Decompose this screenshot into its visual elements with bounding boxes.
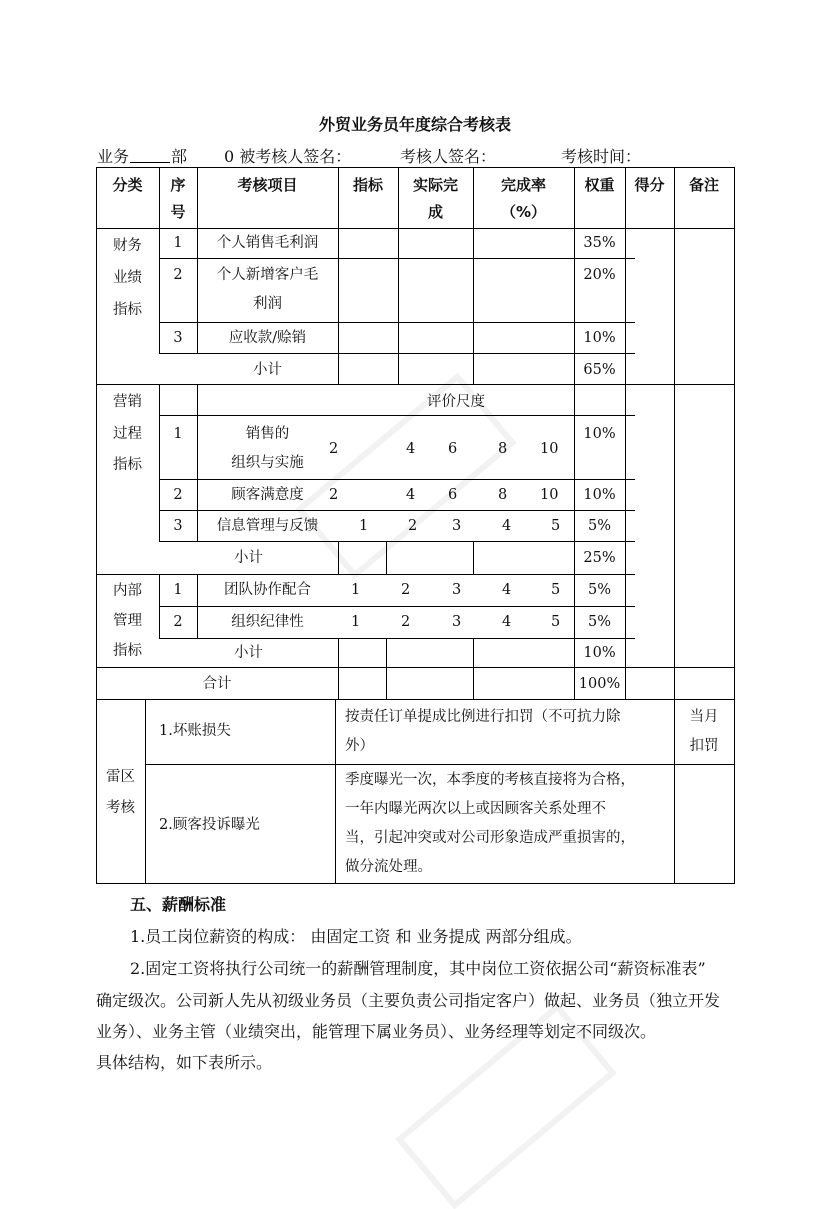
category-internal: 管理 [113,613,142,629]
row-item: 应收款/赊销 [228,330,307,346]
scale-value: 10 [540,487,559,503]
row-item: 个人新增客户毛 [216,267,319,283]
total-weight: 100% [578,676,621,692]
header-rate: 完成率 [500,176,546,194]
row-weight: 5% [587,518,611,534]
category-internal: 指标 [113,643,142,659]
dept-prefix: 业务 [97,147,130,166]
minefield-desc: 季度曝光一次，本季度的考核直接将为合格， [345,772,635,788]
scale-label: 评价尺度 [427,394,485,410]
page-title: 外贸业务员年度综合考核表 [318,115,511,134]
scale-value: 2 [401,614,411,630]
category-sales: 营销 [113,394,142,410]
row-seq: 1 [173,426,183,442]
minefield-item: 2.顾客投诉曝光 [159,817,260,833]
subtotal-label: 小计 [234,645,263,661]
header-actual: 实际完 [412,176,458,194]
minefield-desc: 按责任订单提成比例进行扣罚（不可抗力除 [345,709,621,725]
time-label: 考核时间： [561,147,642,166]
row-item: 组织纪律性 [231,614,304,630]
scale-value: 6 [448,487,458,503]
row-item: 销售的 [245,426,290,442]
scale-value: 1 [359,518,369,534]
paragraph: 业务）、业务主管（业绩突出，能管理下属业务员）、业务经理等划定不同级次。 [96,1022,657,1041]
row-weight: 10% [583,426,616,442]
category-minefield: 雷区 [106,769,135,785]
scale-value: 10 [540,441,559,457]
scale-value: 6 [448,441,458,457]
total-label: 合计 [202,676,232,692]
header-item: 考核项目 [237,176,298,194]
paragraph: 2.固定工资将执行公司统一的薪酬管理制度，其中岗位工资依据公司“薪资标准表” [130,959,706,978]
row-item: 团队协作配合 [224,582,311,598]
header-indicator: 指标 [352,176,383,194]
minefield-desc: 当，引起冲突或对公司形象造成严重损害的， [345,830,635,846]
category-finance: 财务 [113,238,142,254]
header-seq: 号 [170,203,186,221]
scale-value: 2 [329,487,339,503]
scale-value: 4 [502,582,512,598]
header-weight: 权重 [584,176,615,194]
header-seq: 序 [170,176,186,194]
scale-value: 2 [401,582,411,598]
header-actual: 成 [427,203,443,221]
minefield-item: 1.坏账损失 [159,723,231,739]
examiner-label: 考核人签名： [400,147,497,166]
scale-value: 4 [406,487,416,503]
section-heading: 五、薪酬标准 [130,895,227,914]
scale-value: 8 [498,441,508,457]
row-seq: 2 [173,267,183,283]
scale-value: 4 [406,441,416,457]
dept-blank-line [130,162,170,163]
row-weight: 10% [583,330,616,346]
paragraph: 1.员工岗位薪资的构成： 由固定工资 和 业务提成 两部分组成。 [130,927,582,946]
row-weight: 5% [587,582,611,598]
minefield-desc: 做分流处理。 [345,859,432,875]
subtotal-weight: 10% [583,645,616,661]
scale-value: 1 [351,582,361,598]
scale-value: 8 [498,487,508,503]
minefield-desc: 一年内曝光两次以上或因顾客关系处理不 [345,801,606,817]
category-finance: 指标 [113,302,142,318]
header-rate: （%） [500,203,547,221]
row-seq: 3 [173,330,183,346]
row-seq: 2 [173,614,183,630]
scale-value: 2 [408,518,418,534]
subtotal-weight: 65% [583,362,616,378]
scale-value: 5 [551,582,561,598]
row-weight: 35% [583,235,616,251]
minefield-remark: 扣罚 [689,738,719,754]
category-sales: 过程 [113,426,142,442]
row-seq: 3 [173,518,183,534]
category-sales: 指标 [113,457,142,473]
minefield-desc: 外） [345,738,374,754]
header-remark: 备注 [688,176,719,194]
row-weight: 10% [583,487,616,503]
scale-value: 3 [452,518,462,534]
row-weight: 5% [587,614,611,630]
scale-value: 1 [351,614,361,630]
dept-suffix: 部 [171,147,188,166]
header-category: 分类 [112,176,143,194]
scale-value: 3 [452,614,462,630]
row-seq: 1 [173,235,183,251]
row-item: 组织与实施 [231,455,304,471]
subtotal-weight: 25% [583,550,616,566]
scale-value: 5 [551,614,561,630]
subtotal-label: 小计 [234,550,263,566]
examinee-label: 0 被考核人签名： [224,147,352,166]
category-minefield: 考核 [106,800,135,816]
paragraph: 具体结构，如下表所示。 [96,1053,273,1072]
paragraph: 确定级次。公司新人先从初级业务员（主要负责公司指定客户）做起、业务员（独立开发 [96,991,721,1010]
scale-value: 4 [502,614,512,630]
category-internal: 内部 [113,583,142,599]
header-score: 得分 [634,176,665,194]
row-weight: 20% [583,267,616,283]
minefield-remark: 当月 [689,709,719,725]
row-item: 顾客满意度 [231,487,304,503]
scale-value: 3 [452,582,462,598]
scale-value: 2 [329,441,339,457]
row-seq: 1 [173,582,183,598]
row-seq: 2 [173,487,183,503]
row-item: 信息管理与反馈 [216,518,319,534]
category-finance: 业绩 [113,270,142,286]
scale-value: 4 [502,518,512,534]
row-item: 利润 [253,296,282,312]
row-item: 个人销售毛利润 [216,235,319,251]
scale-value: 5 [551,518,561,534]
subtotal-label: 小计 [253,362,282,378]
